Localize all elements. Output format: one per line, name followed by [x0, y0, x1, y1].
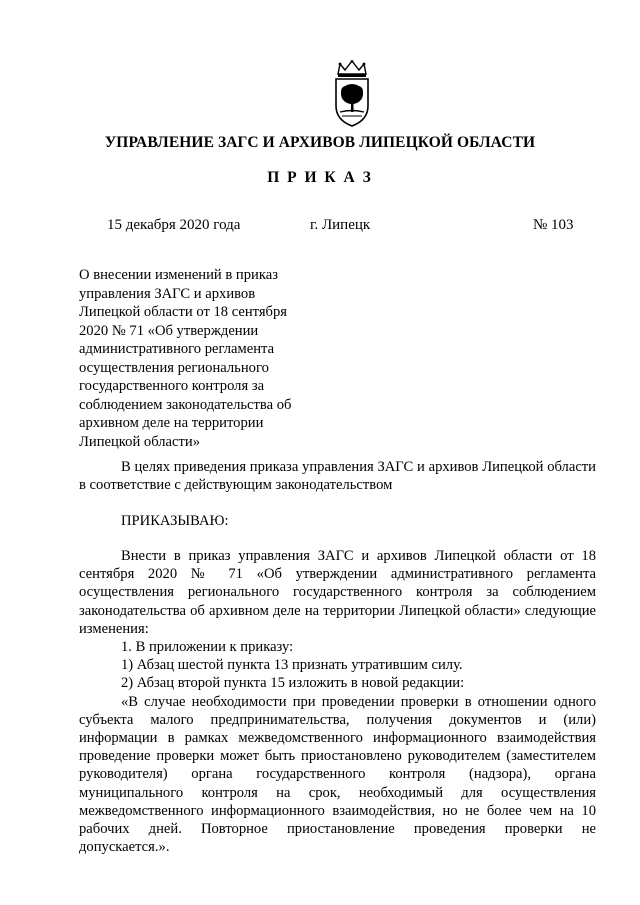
subject-line: государственного контроля за — [79, 378, 265, 394]
document-number: № 103 — [533, 217, 574, 233]
document-date: 15 декабря 2020 года — [107, 217, 241, 233]
coat-of-arms-icon — [330, 60, 374, 128]
main-intro-paragraph: Внести в приказ управления ЗАГС и архивов Липецкой области от 18 сентября 2020 № 71 «Об утверждении административного регламента осуществления регионального государственного контроля за соблюдением законодательства об архивном деле на территории Липецкой области» следующие изменения: — [79, 548, 596, 637]
preamble-paragraph — [79, 458, 596, 494]
subject-line: Липецкой области» — [79, 433, 200, 450]
document-type: П Р И К А З — [267, 169, 373, 186]
subject-line: соблюдением законодательства об — [79, 396, 292, 413]
subject-line: архивном деле на территории — [79, 415, 264, 431]
item-1-subitem-2: 2) Абзац второй пункта 15 изложить в новой редакции: — [121, 675, 465, 692]
document-subject — [79, 266, 329, 451]
item-1-subitem-1: 1) Абзац шестой пункта 13 признать утратившим силу. — [121, 657, 463, 674]
subject-line: административного регламента — [79, 341, 275, 357]
organization-title: УПРАВЛЕНИЕ ЗАГС И АРХИВОВ ЛИПЕЦКОЙ ОБЛАСТИ — [104, 134, 536, 151]
main-text — [79, 547, 596, 856]
subject-line: О внесении изменений в приказ — [79, 267, 278, 283]
quoted-text-paragraph: «В случае необходимости при проведении проверки в отношении одного субъекта малого предпринимательства, получения документов и (или) информации в рамках межведомственного информационного взаимодействия проведение проверки может быть приостановлено руководителем (заместителем руководителя) органа государственного контроля (надзора), органа муниципального контроля на срок, необходимый для осуществления межведомственного информационного взаимодействия, но не более чем на 10 рабочих дней. Повторное приостановление проведения проверки не допускается.». — [79, 693, 596, 856]
item-1: 1. В приложении к приказу: — [121, 639, 294, 656]
order-word: ПРИКАЗЫВАЮ: — [121, 513, 229, 529]
preamble-text: В целях приведения приказа управления ЗАГС и архивов Липецкой области в соответствие с действующим законодательством — [79, 459, 596, 494]
subject-line: 2020 № 71 «Об утверждении — [79, 322, 259, 339]
subject-line: Липецкой области от 18 сентября — [79, 304, 287, 320]
order-word-block — [79, 512, 596, 530]
document-city: г. Липецк — [310, 217, 371, 233]
subject-line: управления ЗАГС и архивов — [79, 285, 256, 302]
subject-line: осуществления регионального — [79, 359, 269, 376]
